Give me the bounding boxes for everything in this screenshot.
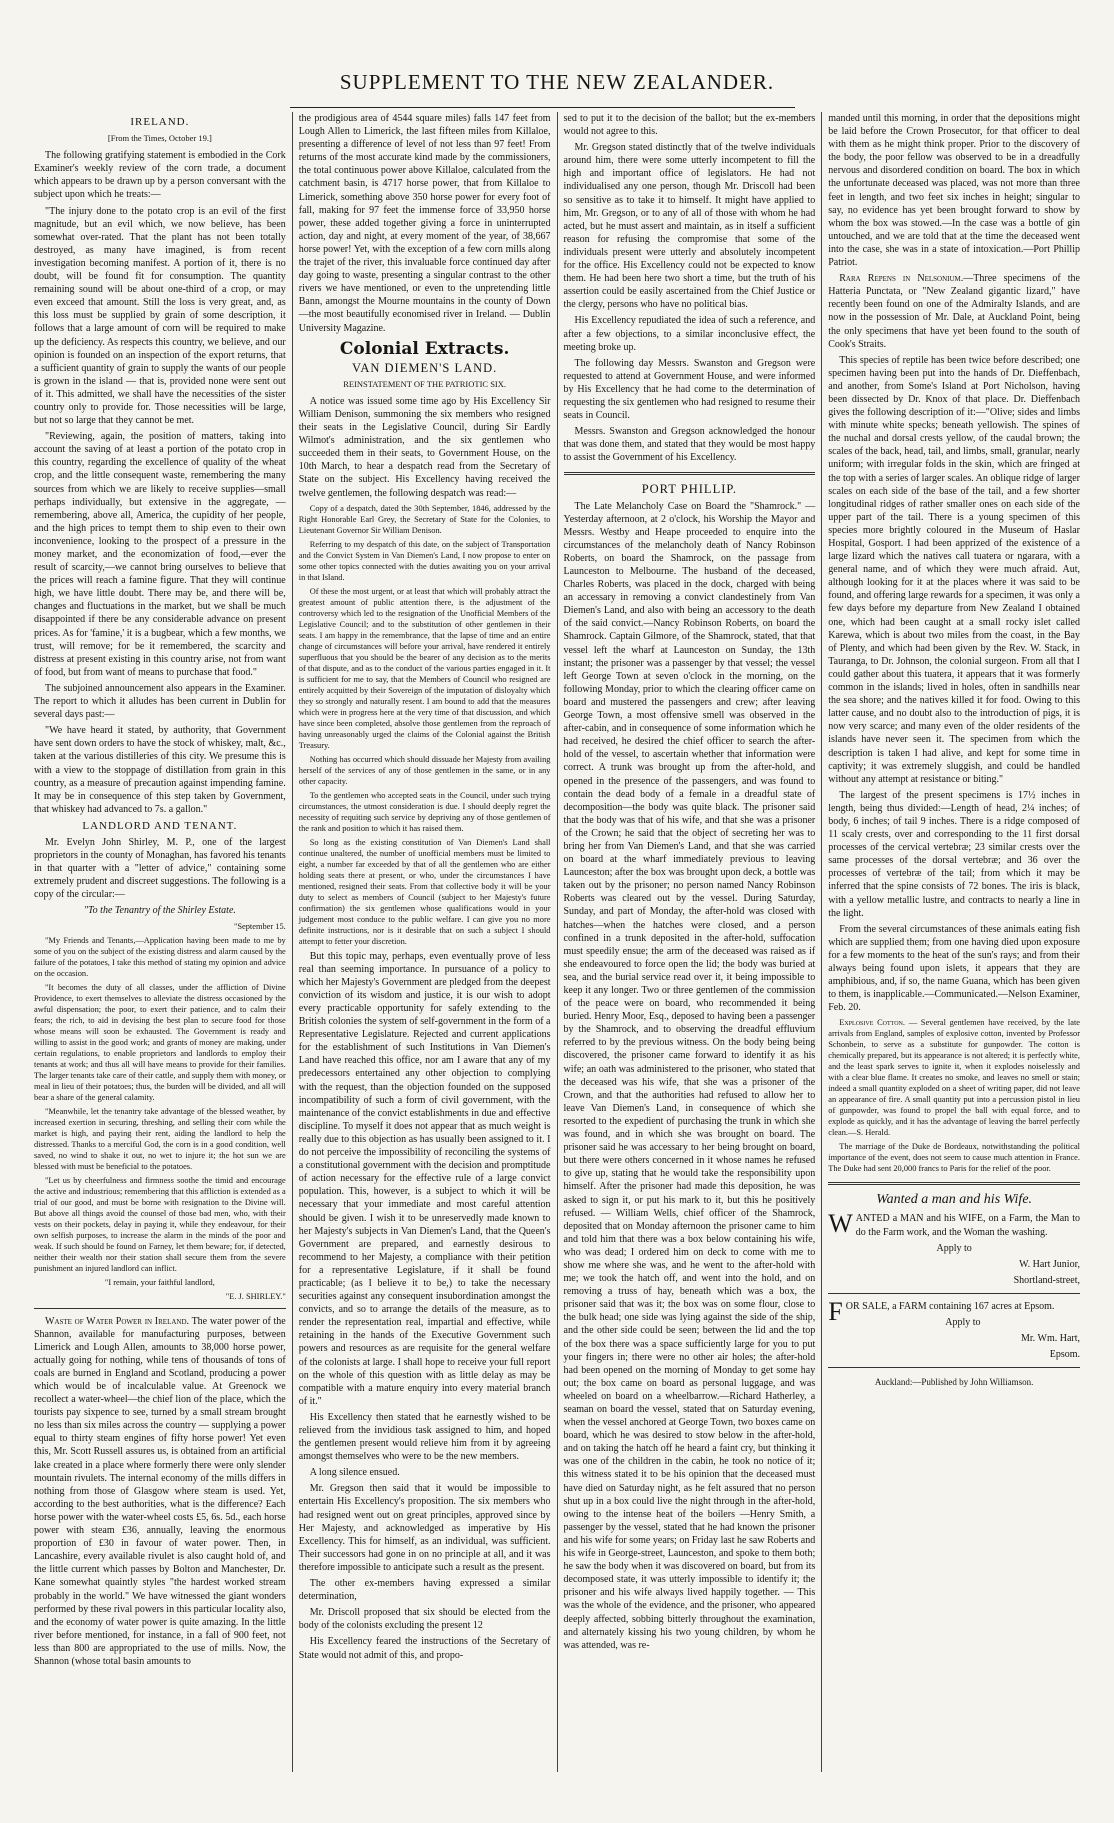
colonial-extracts-heading: Colonial Extracts. xyxy=(339,338,510,359)
paragraph: This species of reptile has been twice before described; one specimen having been put into the hands of Dr. Dieffenbach, and another, from Some's Island at Port Nicholson, having been dissected by Dr. Knox of that place. Dr. Dieffenbach gives the following description of it:—"Olive; sides and limbs with minute white specks; beneath yellowish. The spines of the nuchal and dorsal crests yellow, of the caudal brown; the scales of the back, head, tail, and limbs, small, granular, nearly uniform; with irregular folds in the skin, which are fringed at the top with a series of larger scales. An oblique ridge of larger scales on each side of the base of the tail, and a few shorter longitudinal ridges of rather smaller ones on each side of the upper part of the tail. There is a young specimen of this species more brightly coloured in the Museum of Haslar Hospital, Gosport. I had been apprized of the existence of a large lizard which the natives call tuatera or ngarara, with a general name, and of which they were much afraid. Aut, although looking for it at the places where it was said to be found, and offering large rewards for a specimen, it was only a few days before my departure from New Zealand I obtained one, which had been caught at a small rocky islet called Karewa, which is about two miles from the coast, in the Bay of Plenty, and which had been given by the Rev. W. Stack, in Tauranga, to Dr. Johnson, the colonial surgeon. From all that I could gather about this tuatera, it appears that it was formerly common in the islands; lived in holes, often in sandhills near the sea shore; and the natives killed it for food. Owing to this latter cause, and no doubt also to the introduction of pigs, it is now very scarce; and many even of the older residents of the islands have never seen it. The specimen from which the description is taken I had alive, and kept for some time in captivity; it was extremely sluggish, and could be handled without any attempt at resistance or biting." xyxy=(828,354,1080,785)
despatch-paragraph: So long as the existing constitution of Van Diemen's Land shall continue unaltered, the number of unofficial members must be limited to eight, a number far exceeded by that of all the gentlemen who are either holding seats there at present, or who, under the circumstances I have mentioned, resigned their seats. From that collective body it will be your duty to select as members of Council (subject to her Majesty's future confirmation) the six gentlemen whose qualifications would in your judgement most conduce to the public welfare. I can give you no more definite instructions, nor is it desirable that on such a subject I should attempt to fetter your discretion. xyxy=(298,837,551,946)
ad-title: Wanted a man and his Wife. xyxy=(876,1192,1033,1208)
van-diemens-land-heading: VAN DIEMEN'S LAND. xyxy=(351,360,498,375)
paragraph: A notice was issued some time ago by His Excellency Sir William Denison, summoning the six members who resigned their seats in the Legislative Council, during Sir Eardly Wilmot's administration, and the six gentlemen who succeeded them in their seats, to Government House, on the 10th March, to hear a despatch read from the Secretary of State on the subject. His Excellency having received the twelve gentlemen, the following despatch was read:— xyxy=(298,395,551,499)
masthead-rule xyxy=(290,107,795,108)
letter-address: "To the Tenantry of the Shirley Estate. xyxy=(83,905,236,917)
ad-name: Mr. Wm. Hart, xyxy=(1021,1333,1080,1345)
letter-signature: "E. J. SHIRLEY." xyxy=(225,1291,286,1301)
paragraph: The largest of the present specimens is 17½ inches in length, being thus divided:—Length of head, 2¼ inches; of body, 6 inches; of tail 9 inches. There is a ridge composed of 11 scaly crests, over and corresponding to the 11 first dorsal processes of the cervical vertebræ; 23 similar crests over the same processes of the dorsal vertebræ; and 36 over the processes of vertebræ of the tail; from which it may be inferred that the spine consists of 72 bones. The iris is black, with a yellow metallic lustre, and contracts to nearly a line in the light. xyxy=(828,789,1080,919)
reinstatement-heading: REINSTATEMENT OF THE PATRIOTIC SIX. xyxy=(343,378,507,389)
ad-address: Shortland-street, xyxy=(1013,1274,1080,1286)
advertisement-wanted xyxy=(828,1193,1080,1287)
waste-heading: Waste of Water Power in Ireland. xyxy=(45,1315,190,1327)
column-2 xyxy=(292,112,557,1772)
paragraph xyxy=(828,1017,1080,1138)
divider xyxy=(564,472,816,475)
paragraph: The Late Melancholy Case on Board the "Shamrock." — Yesterday afternoon, at 2 o'clock, his Worship the Mayor and Messrs. Westby and Heape proceeded to enquire into the circumstances of the melancholy death of Nancy Robinson Roberts, on board the Shamrock, on the passage from Launceston to Melbourne. The husband of the deceased, Charles Roberts, was placed in the dock, charged with being an accessary in removing a convict clandestinely from Van Diemen's Land, and also with being an accessory to the death of the said convict.—Nancy Robinson Roberts, on board the Shamrock. Captain Gilmore, of the Shamrock, stated, that that vessel left the wharf at Launceston on Sunday, the 13th instant; the prisoner was a passenger by that vessel; the vessel left George Town at seven o'clock in the morning, on the following Monday, prior to which the clearing officer came on board and mustered the passengers and crew; after leaving George Town, a most offensive smell was observed in the after-cabin, and in consequence of some information which he had received, he desired the chief officer to search the after-hold of the vessel, to ascertain whether that information were correct. A trunk was brought up from the after-hold, and opened in the presence of the passengers, and was found to contain the dead body of a female in a dreadful state of decomposition—the body was quite black. The prisoner said that the body was that of his wife, and that she was a prisoner of the Crown; he said that the object of secreting her was to bring her from Van Diemen's Land, and that she was carried on board at the wharf immediately previous to leaving Launceston; after the box was brought upon deck, a bottle was taken out by the prisoner; no person named Nancy Robinson Roberts was cleared out by the vessel. During Saturday, Sunday, and part of Monday, the after-hold was closed with hatches—when the hatches were closed, and a person confined in a trunk deposited in the after-hold, suffocation must speedily ensue; the arm of the deceased was raised as if she endeavoured to force open the lid; the body was buried at sea, and the burial service read over it, it being impossible to keep it any longer. Two or three gentlemen of the commission of the peace were on board, who recommended it being buried. Henry Moor, Esq., deposed to having been a passenger by the Shamrock, and to observing the dreadful effluvium referred to by the previous witness. On the body being being discovered, the prisoner came forward to identify it as his wife; an oath was administered to the prisoner, who stated that the deceased was his wife, that she was a prisoner of the Crown, and that the authorities had refused to allow her to leave Van Diemen's Land, in consequence of which she resorted to the expedient of purchasing the trunk in which she was found, and in which she was brought on board. The prisoner said he was accessary to her being brought on board, but there were others concerned in it whose names he refused to give up, stating that he would take the responsibility upon himself. After the prisoner had made this deposition, he was asked to sign it, or put his mark to it, but this he positively refused. — William Wells, chief officer of the Shamrock, deposited that on Monday afternoon the prisoner came to him and told him that there was a box below containing his wife, who was dead; I ordered him on deck to come with me to show me where she was, and he went to the after-hold with me; we took the hatch off, and went into the hold, and on removing a truss of hay, beneath which was a box, the prisoner said that was it; the box was on some flour, close to the bulk head; one side was lying against the side of the ship, and the other side could be seen; between the lid and the top of the box there was a space sufficiently large for you to put your fingers in; there were no other air holes; the after-hold had been opened on the morning of Monday to get some hay out; the box came on board as personal luggage, and was wheeled on board on a wheelbarrow.—Richard Hatherley, a seaman on board the vessel, stated that on Saturday evening, when the vessel anchored at George Town, two boxes came on board, which he was desired to stow below in the after-hold, and on taking the hatch off he heard a faint cry, but thinking it was one of the children in the cabin, he took no notice of it; this witness stated it to be his opinion that the deceased must have died on Saturday night, as he felt assured that no person shut up in a box could live the night through in the after-hold, owing to the intense heat of the boilers —Henry Smith, a passenger by the vessel, stated that he had known the prisoner and his wife for some years; on Friday last he saw Roberts and his wife in George-street, Launceston, and spoke to them both; he saw the body when it was discovered on board, but from its decomposed state, it was utterly impossible to identify it; the prisoner and his wife always lived happily together. — This was the whole of the evidence, and the prisoner, who appeared deeply affected, sobbing bitterly throughout the examination, and alternately kissing his two young children, by whom he was attended, was re- xyxy=(563,500,816,1651)
divider xyxy=(828,1367,1080,1368)
columns xyxy=(28,112,1086,1772)
paragraph: the prodigious area of 4544 square miles) falls 147 feet from Lough Allen to Limerick, the last fifteen miles from Killaloe, presenting a difference of level of not less than 97 feet! From returns of the most accurate kind made by the commissioners, the total continuous power above Killaloe, calculated from the catchment basin, is 4717 horse power, that from Killaloe to Limerick, something above 350 horse power for every foot of fall, making for 97 feet the immense force of 33,950 horse power, these added together giving a force in uninterrupted action, day and night, at every moment of the year, of 38,667 horse power! Yet, with the exception of a few corn mills along the trajet of the river, this invaluable force continued day after day going to waste, presenting a singular contrast to the other rivers we have mentioned, or even to the unpretending little Bann, amongst the Mourne mountains in the county of Down—the most beautifully economised river in Ireland. — Dublin University Magazine. xyxy=(298,113,551,334)
ad-apply: Apply to xyxy=(945,1317,981,1329)
despatch-paragraph: Copy of a despatch, dated the 30th September, 1846, addressed by the Right Honorable Earl Grey, the Secretary of State for the Colonies, to Lieutenant Governor Sir William Denison. xyxy=(298,503,551,535)
ad-address: Epsom. xyxy=(1049,1349,1080,1361)
despatch-paragraph: To the gentlemen who accepted seats in the Council, under such trying circumstances, the utmost consideration is due. I should deeply regret the necessity of requiting such service by depriving any of those gentlemen of the rank and position to which it has raised them. xyxy=(298,790,551,833)
paragraph: His Excellency feared the instructions of the Secretary of State would not admit of this, and propo- xyxy=(298,1636,551,1661)
letter-date: "September 15. xyxy=(233,921,286,931)
letter-closing: "I remain, your faithful landlord, xyxy=(104,1277,215,1287)
cotton-heading: Explosive Cotton. xyxy=(839,1018,905,1028)
masthead: SUPPLEMENT TO THE NEW ZEALANDER. xyxy=(339,70,775,94)
ad-body: OR SALE, a FARM containing 167 acres at Epsom. xyxy=(845,1300,1055,1312)
despatch-paragraph: But this topic may, perhaps, even eventually prove of less real than seeming importance. In pursuance of a policy to which her Majesty's Government are pledged from the deepest conviction of its wisdom and justice, it is our wish to adopt every practicable opportunity for safely extending to the British colonies the system of self-government in the form of a Representative Legislature. Rejected and current applications for the establishment of such Institutions in Van Diemen's Land have reached this office, nor am I aware that any of my predecessors entertained any other objection to complying with the request, than the objection founded on the supposed incompatibility of such a form of civil government, with the maintenance of the convict establishments in due and effective discipline. To myself it does not appear that as much weight is really due to this objection as has usually been assigned to it. I do not perceive the impossibility of reconciling the systems of a constitutional government with the decision and promptitude of action necessary for the effective rule of a large convict population. This, however, is a subject to which it will be necessary that your immediate and most careful attention should be given. I wish it to be unreservedly made known to her Majesty's subjects in Van Diemen's Land, that the Queen's Government are prepared, and earnestly desirous to recommend to her Majesty, a compliance with their petition for a representative Legislature, if it shall be found practicable; (as I believe it to be,) to take the necessary securities against any consequent insubordination amongst the convicts, and so to arrange the details of the measure, as to render the representation real, impartial and effective, while retaining in the hands of the Executive Government such powers and resources as are requisite for the general welfare of the colonists at large. I shall hope to receive your full report on the whole of this question with as little delay as may be compatible with a mature enquiry into every material branch of it." xyxy=(298,950,551,1407)
paragraph: His Excellency repudiated the idea of such a reference, and after a few objections, to a similar inconclusive effect, the meeting broke up. xyxy=(563,315,816,353)
rara-text: —Three specimens of the Hatteria Punctata, or "New Zealand gigantic lizard," have recently been found on one of the Admiralty Islands, and are now in the possession of Mr. Dale, at Auckland Point, being the only specimens that have yet been found to the south of Cook's Straits. xyxy=(828,273,1080,350)
paragraph: The following day Messrs. Swanston and Gregson were requested to attend at Government House, and were informed by His Excellency that he had come to the determination of requesting the six gentlemen who had resigned to resume their seats in Council. xyxy=(563,357,816,422)
paragraph: Mr. Gregson then said that it would be impossible to entertain His Excellency's proposition. The six members who had resigned went out on great principles, approved since by Her Majesty, and acknowledged as imperative by His Excellency. This for himself, as an individual, was sufficient. Their successors had gone in on no principle at all, and it was therefore impossible to anticipate such a result as the present. xyxy=(298,1483,551,1573)
divider xyxy=(828,1182,1080,1185)
paragraph: From the several circumstances of these animals eating fish which are supplied them; from one having died upon exposure for a few moments to the heat of the sun's rays; and from their always being found upon islets, it appears that they are amphibious, and, if so, the name Guana, which has been given to them, is inapplicable.—Communicated.—Nelson Examiner, Feb. 20. xyxy=(828,923,1080,1014)
ad-body: ANTED a MAN and his WIFE, on a Farm, the Man to do the Farm work, and the Woman the washing. xyxy=(855,1213,1080,1238)
ad-name: W. Hart Junior, xyxy=(1019,1258,1080,1270)
despatch-paragraph: Referring to my despatch of this date, on the subject of Transportation and the Convict System in Van Diemen's Land, I now propose to enter on some other topics connected with the duties awaiting you on your arrival in that Island. xyxy=(298,539,551,582)
ad-text xyxy=(828,1209,1080,1239)
paragraph: Mr. Driscoll proposed that six should be elected from the body of the colonists excluding the present 12 xyxy=(298,1607,551,1632)
paragraph: The subjoined announcement also appears in the Examiner. The report to which it alludes has been current in Dublin for several days past:— xyxy=(34,682,286,721)
column-4 xyxy=(821,112,1086,1772)
paragraph: The following gratifying statement is embodied in the Cork Examiner's weekly review of the corn trade, a document which appears to be drawn up by a person conversant with the subject upon which he treats:— xyxy=(34,150,286,201)
landlord-heading: LANDLORD AND TENANT. xyxy=(82,819,238,832)
letter-paragraph: "Let us by cheerfulness and firmness soothe the timid and encourage the active and industrious; remembering that this affliction is extended as a trial of our good, and must be borne with resignation to the Divine will. But above all things avoid the counsel of those bad men, who, with their vests on their pockets, delay in paying it, while they endeavour, for their own selfish purposes, to increase the alarm in the minds of the poor and weak. If such should be found on Farney, let them beware; for, if detected, neither their wealth nor their station shall secure them from the severe punishment an injured landlord can inflict. xyxy=(34,1175,286,1273)
waste-text: The water power of the Shannon, available for manufacturing purposes, between Limerick and Lough Allen, amounts to 38,000 horse power, actually going for nothing, while tens of thousands of tons of coals are burned in England and Scotland, producing a power which would be of incalculable value. At Greenock we recollect a water-wheel—the chief lion of the place, which the tourists pay sixpence to see, turned by a small stream brought no less than six miles across the country — supplying a power equal to thirty steam engines of fifty horse power! Yet even this, Mr. Scott Russell assures us, is obtained from an artificial lake created in a place where formerly there were only slender mountain rivulets. The internal economy of the mills differs in nothing from those of Glasgow where steam is used. Yet, according to the best authorities, what is the difference? Each horse power with the water-wheel costs £5, 6s. 5d., each horse power with steam £36, annually, leaving the enormous proportion of £30 in favour of water power. Then, in Lancashire, every available rivulet is also caught hold of, and the little current which passes by Bolton and Manchester, Dr. Kane somewhat quaintly styles "the hardest worked stream probably in the world." We have witnessed the giant wonders performed by these rival powers in this particular locality also, and the economy of water power is quite amazing. In the little river before mentioned, for instance, in a fall of 900 feet, not less than 800 are appropriated to the use of mills. Now, the Shannon (whose total basin amounts to xyxy=(34,1315,286,1667)
divider xyxy=(34,1308,286,1309)
paragraph: Messrs. Swanston and Gregson acknowledged the honour that was done them, and stated that they would be most happy to assist the Government of his Excellency. xyxy=(563,426,816,464)
ad-apply: Apply to xyxy=(936,1242,972,1254)
cotton-text: — Several gentlemen have received, by the late arrivals from England, samples of explosive cotton, invented by Professor Schonbein, to serve as a substitute for gunpowder. The cotton is chemically prepared, but its appearance is not altered; it is perfectly white, and the least spark serves to ignite it, when it explodes noiselessly and with a clear blue flame. It creates no smoke, and leaves no smell or stain; indeed a small quantity exploded on a sheet of writing paper, did not leave an appearance of fire. A small quantity put into a percussion pistol in lieu of gunpowder, was found to propel the ball with equal force, and to explode as quickly, and it has the advantage of leaving the barrel perfectly clean.—S. Herald. xyxy=(828,1018,1081,1138)
column-1 xyxy=(28,112,292,1772)
paragraph: Mr. Evelyn John Shirley, M. P., one of the largest proprietors in the county of Monaghan, has favored his tenants in that quarter with a "letter of advice," containing some extremely prudent and discreet suggestions. The following is a copy of the circular:— xyxy=(34,836,286,901)
paragraph: The other ex-members having expressed a similar determination, xyxy=(298,1578,551,1603)
ad-dropcap: F xyxy=(828,1296,843,1326)
paragraph: "The injury done to the potato crop is an evil of the first magnitude, but an evil which, we now believe, has been somewhat over-rated. That the plant has not been totally destroyed, as many have imagined, is from recent investigation becoming manifest. A portion of it, there is no doubt, will be found fit for consumption. The quantity remaining sound will be about one-third of a crop, or may even exceed that amount. Still the loss is very great, and, as this loss must be supplied by grain of some description, it follows that a large amount of corn will be required to make up the deficiency. As respects this country, we believe, and our opinion is founded on an inspection of the export returns, that a sufficient quantity of grain to supply the wants of our people is grown in the island — that is, provided none were sent out of it. This admitted, we shall have the necessities of the sister country only to provide for. Those necessities will be large, but not so large that they cannot be met. xyxy=(34,205,286,427)
paragraph: sed to put it to the decision of the ballot; but the ex-members would not agree to this. xyxy=(563,113,816,138)
port-phillip-heading: PORT PHILLIP. xyxy=(641,482,738,497)
letter-paragraph: "Meanwhile, let the tenantry take advantage of the blessed weather, by increased exertion in securing, threshing, and selling their corn while the market is high, and paying their rent, aiding the landlord to help the distressed. Thanks to a merciful God, the corn is in a good condition, well saved, no wind to shake it out, no wet to injure it; the hot sun we are blessed with must be beneficial to the potatoes. xyxy=(34,1106,286,1171)
paragraph: His Excellency then stated that he earnestly wished to be relieved from the invidious task assigned to him, and hoped the gentlemen present would relieve him from it by agreeing amongst themselves who were to be the new members. xyxy=(298,1411,551,1463)
advertisement-for-sale xyxy=(828,1296,1080,1361)
paragraph: Mr. Gregson stated distinctly that of the twelve individuals around him, there were some utterly incompetent to fill the high and important office of legislators. He had not individualised any one person, though Mr. Driscoll had been so sensitive as to take it to himself. It might have applied to him, Mr. Gregson, or to any of all of those with whom he had acted, but he must assert and maintain, as in itself a sufficient reason for refusing the compromise that some of the individuals present were utterly and absolutely incompetent for the office. His Excellency could not be expected to know them. He had been here two short a time, but the truth of his assertion could be easily ascertained from the Chief Justice or the clergy, persons who have no political bias. xyxy=(563,142,816,311)
paragraph: The marriage of the Duke de Bordeaux, notwithstanding the political importance of the event, does not seem to cause much attention in France. The Duke had sent 20,000 francs to Paris for the relief of the poor. xyxy=(828,1142,1080,1174)
despatch-paragraph: Nothing has occurred which should dissuade her Majesty from availing herself of the services of any of those gentlemen in the same, or in any other capacity. xyxy=(298,754,551,786)
despatch-paragraph: Of these the most urgent, or at least that which will probably attract the greatest amount of public attention there, is the adjustment of the controversy which led to the resignation of the Unofficial Members of the Legislative Council; and to the substitution of other gentlemen in their seats. I am happy in the remembrance, that the lapse of time and an entire change of circumstances will before your arrival, have rendered it entirely superfluous that you should be the bearer of any decision as to the merits of that dispute, and as to the conduct of the various parties engaged in it. It is sufficient for me to say, that the Members of Council who resigned are entirely acquitted by their Sovereign of the imputation of disloyalty which they so strongly and naturally resent. I am bound to add that the measures which were in progress here at the very time of that discussion, and which have since been completed, absolve those gentlemen from the reproach of having unreasonably urged the claims of the Colonial against the British Treasury. xyxy=(298,586,551,750)
paragraph: "We have heard it stated, by authority, that Government have sent down orders to have the stock of whiskey, malt, &c., taken at the various distilleries of this city. We presume this is with a view to the stoppage of distillation from grain in this country, as a measure of precaution against impending famine. It may be in consequence of this step taken by Government, that whiskey had advanced to 7s. a gallon." xyxy=(34,725,286,815)
paragraph: A long silence ensued. xyxy=(309,1467,400,1479)
column-3 xyxy=(557,112,822,1772)
ireland-heading: IRELAND. xyxy=(130,116,190,128)
paragraph: "Reviewing, again, the position of matters, taking into account the saving of at least a portion of the potato crop in this country, regarding the excellence of quality of the wheat crop, and the little consequent waste, remembering the many sources from which we are likely to receive supplies—small perhaps individually, but extensive in the aggregate, — remembering, above all, America, the cupidity of her people, and the high prices to tempt them to ship even to their own inconvenience, looking to the prospect of a pressure in the money market, and the economization of food,—ever the result of scarcity,—we cannot bring ourselves to believe that the prices will reach a famine figure. That they will continue high, we have little doubt. There may be, and there will be, changes and fluctuations in the market, but we shall be much disappointed if there be any considerable advance on present prices. As for 'famine,' it is a bugbear, which a few months, we trust, will remove; for be it remembered, the scarcity and distress at present existing in this country arise, not from want of food, but from want of means to purchase that food." xyxy=(34,431,286,678)
paragraph xyxy=(34,1315,286,1669)
ireland-source: [From the Times, October 19.] xyxy=(107,133,212,144)
letter-paragraph: "My Friends and Tenants,—Application having been made to me by some of you on the subject of the existing distress and alarm caused by the failure of the potatoes, I take this method of stating my opinion and advice on the occasion. xyxy=(34,935,286,978)
divider xyxy=(828,1293,1080,1294)
rara-heading: Rara Repens in Nelsonium. xyxy=(839,273,964,285)
letter-paragraph: "It becomes the duty of all classes, under the affliction of Divine Providence, to exert themselves to alleviate the distress occasioned by the awful dispensation; the poor, to exert their patience, and to calm their fears; the rich, to aid in devising the best plan to secure food for those whose means will soon be exhausted. The Government is ready and willing to assist in the good work; and grants of money are making, under certain regulations, to enable proprietors and landlords to employ their tenants at work; and thus all will have means to provide for their families. The larger tenants take care of their cattle, and supply them with money, or meal in lieu of their potatoes; thus, the burden will be divided, and all will bear a share of the general calamity. xyxy=(34,982,286,1102)
publisher-footer: Auckland:—Published by John Williamson. xyxy=(874,1377,1034,1388)
paragraph: manded until this morning, in order that the depositions might be laid before the Crown Prosecutor, for that officer to deal with them as he might think proper. Prior to the discovery of the body, the poor fellow was observed to be in a dreadfully nervous and disordered condition on board. The box in which the unfortunate deceased was placed, was not more than three feet in length, and two feet six inches in height; singular to say, no evidence has yet been brought forward to show by whom the box was stowed.—In the case was a bottle of gin untouched, and we are told that at the time the deceased went into the case, she was in a state of intoxication.—Port Phillip Patriot. xyxy=(828,113,1080,269)
paragraph xyxy=(828,272,1080,351)
ad-dropcap: W xyxy=(828,1209,853,1239)
